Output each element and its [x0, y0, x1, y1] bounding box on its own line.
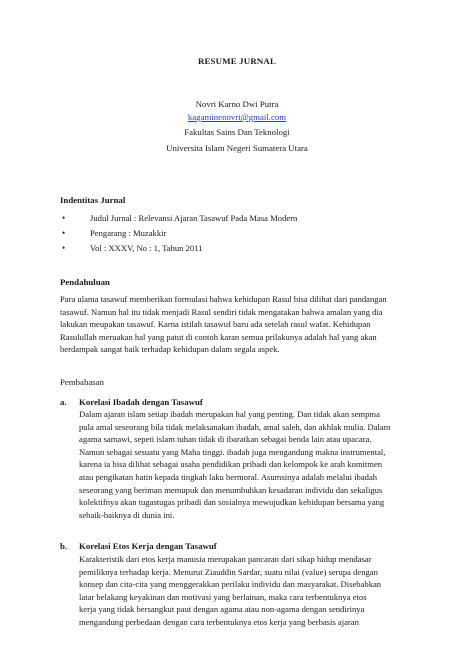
paragraph-line: seseorang yang beriman memupuk dan menumbuhkan kesadaran individu dan sekaligus — [79, 484, 383, 495]
paragraph-line: agama samawi, sepeti islam tuhan tidak di ibaratkan sebagai benda lain atau upacara. — [79, 434, 372, 445]
identitas-list — [60, 211, 420, 256]
identitas-item-volume: • Vol : XXXV, No : 1, Tahun 2011 — [60, 241, 420, 256]
identitas-item-pengarang: • Pengarang : Muzakkir — [60, 226, 420, 241]
paragraph-line: sebaik-baiknya di dunia ini. — [79, 509, 175, 520]
pendahuluan-paragraph — [60, 293, 418, 356]
identitas-item-judul: • Judul Jurnal : Relevansi Ajaran Tasawuf Pada Masa Modern — [60, 211, 420, 226]
section-a-title: Korelasi Ibadah dengan Tasawuf — [79, 397, 203, 407]
pembahasan-heading: Pembahasan — [60, 377, 104, 387]
paragraph-line: berdampak sangat baik terhadap kehidupan dalam segala aspek. — [60, 344, 280, 355]
paragraph-line: pula amal seseorang bila tidak melaksanakan ibadah, amal saleh, dan akhlak mulia. Dalam — [79, 421, 391, 432]
paragraph-line: Dalam ajaran islam setiap ibadah merupakan hal yang penting. Dan tidak akan sempma — [79, 409, 380, 419]
pendahuluan-heading: Pendahuluan — [60, 277, 110, 287]
paragraph-line: latar belakang keyakinan dan motivasi yang berlainan, maka cara terbentuknya etos — [79, 591, 367, 602]
paragraph-line: kolektifnya akan tugastugas pribadi dan sosialnya mewujudkan kehidupan bersama yang — [79, 497, 385, 508]
section-a-marker: a. — [60, 397, 67, 407]
author-email-link[interactable]: kagaminenovri@gmail.com — [187, 112, 287, 122]
author-university: Universita Islam Negeri Sumatera Utara — [166, 143, 308, 153]
paragraph-line: mengandung perbedaan dengan cara terbentuknya etos kerja yang berbasis ajaran — [79, 616, 359, 627]
paragraph-line: Rasulullah meruakan hal yang patut di contoh karan semua prilakunya adalah hal yang akan — [60, 331, 377, 342]
paragraph-line: lakukan meupakan tasawuf. Karna istilah tasawuf baru ada setelah rasul wafat. Kehidupan — [60, 319, 371, 330]
document-title: RESUME JURNAL — [197, 56, 277, 66]
paragraph-line: Karakteristik dari etos kerja manusia merupakan pancaran dari sikap hidup mendasar — [79, 554, 372, 564]
author-faculty: Fakultas Sains Dan Teknologi — [184, 127, 290, 137]
section-b-paragraph — [79, 553, 419, 629]
section-b-heading — [60, 540, 217, 553]
section-b-marker: b. — [60, 541, 68, 551]
section-a-paragraph — [79, 408, 419, 521]
paragraph-line: kerja yang tidak bersangkut paut dengan agama atau non-agama dengan sendirinya — [79, 604, 365, 615]
identitas-heading: Indentitas Jurnal — [60, 195, 126, 205]
section-a-heading — [60, 396, 203, 409]
author-email-line — [0, 111, 474, 124]
paragraph-line: tasawuf. Namun hal itu tidak menjadi Rasul sendiri tidak mengatakan bahwa amalan yang dia — [60, 306, 383, 317]
paragraph-line: Namun sebagai sesuatu yang Maha tinggi. ibadah juga mengandung makna instrumental, — [79, 446, 386, 457]
paragraph-line: karena ia bisa dilihat sebagai usaha pendidikan pribadi dan kelompok ke arah komitmen — [79, 459, 383, 470]
author-name: Novri Karno Dwi Putra — [195, 99, 279, 109]
paragraph-line: Para ulama tasawuf memberikan formulasi bahwa kehidupan Rasul bisa dilihat dari pandangan — [60, 294, 387, 304]
section-b-title: Korelasi Etos Kerja dengan Tasawuf — [79, 541, 217, 551]
paragraph-line: atau pengikatan batin kepada tingkah laku bermoral. Asumsinya adalah melalui ibadah — [79, 471, 378, 482]
paragraph-line: konsep dan cita-cita yang menggerakkan perilaku individu dan masyarakat. Disebabkan — [79, 579, 382, 590]
paragraph-line: pemiliknya terhadap kerja. Menurut Ziauddin Sardar, suatu nilai (value) serupa dengan — [79, 566, 378, 577]
